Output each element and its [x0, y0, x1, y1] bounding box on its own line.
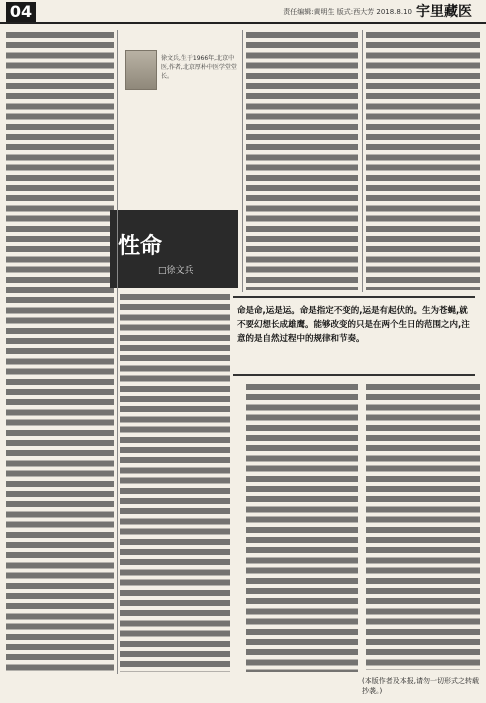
author-bio [125, 28, 243, 186]
text-column-3-top [246, 32, 358, 290]
author-photo [125, 50, 157, 90]
section-title: 宇里藏医 [416, 4, 472, 20]
text-column-4-top [366, 32, 480, 290]
page-number: 04 [6, 2, 36, 22]
article-author: □徐文兵 [158, 266, 194, 276]
column-divider [117, 30, 118, 674]
text-column-4-bottom [366, 384, 480, 670]
pull-quote [233, 296, 475, 376]
author-bio-text: 徐文兵,生于1966年,北京中医,作者,北京厚朴中医学堂堂长。 [161, 55, 237, 80]
column-divider [242, 30, 243, 292]
header-meta: 责任编辑:黄明生 版式:西大芳 2018.8.10 [283, 8, 412, 16]
text-column-2 [120, 294, 230, 672]
article-title-block [110, 210, 238, 288]
pull-quote-text: 命是命,运是运。命是指定不变的,运是有起伏的。生为苍蝇,就不要幻想长成雄鹰。能够改变的只是在两个生日的范围之内,注意的是自然过程中的规律和节奏。 [237, 306, 470, 344]
text-column-1 [6, 32, 114, 672]
column-divider [362, 30, 363, 292]
article-title: 性命 [118, 234, 163, 259]
copyright-note: (本版作者及本报,请勿一切形式之转载抄袭。) [362, 677, 479, 695]
page-header [0, 0, 486, 24]
text-column-3-bottom [246, 384, 358, 672]
